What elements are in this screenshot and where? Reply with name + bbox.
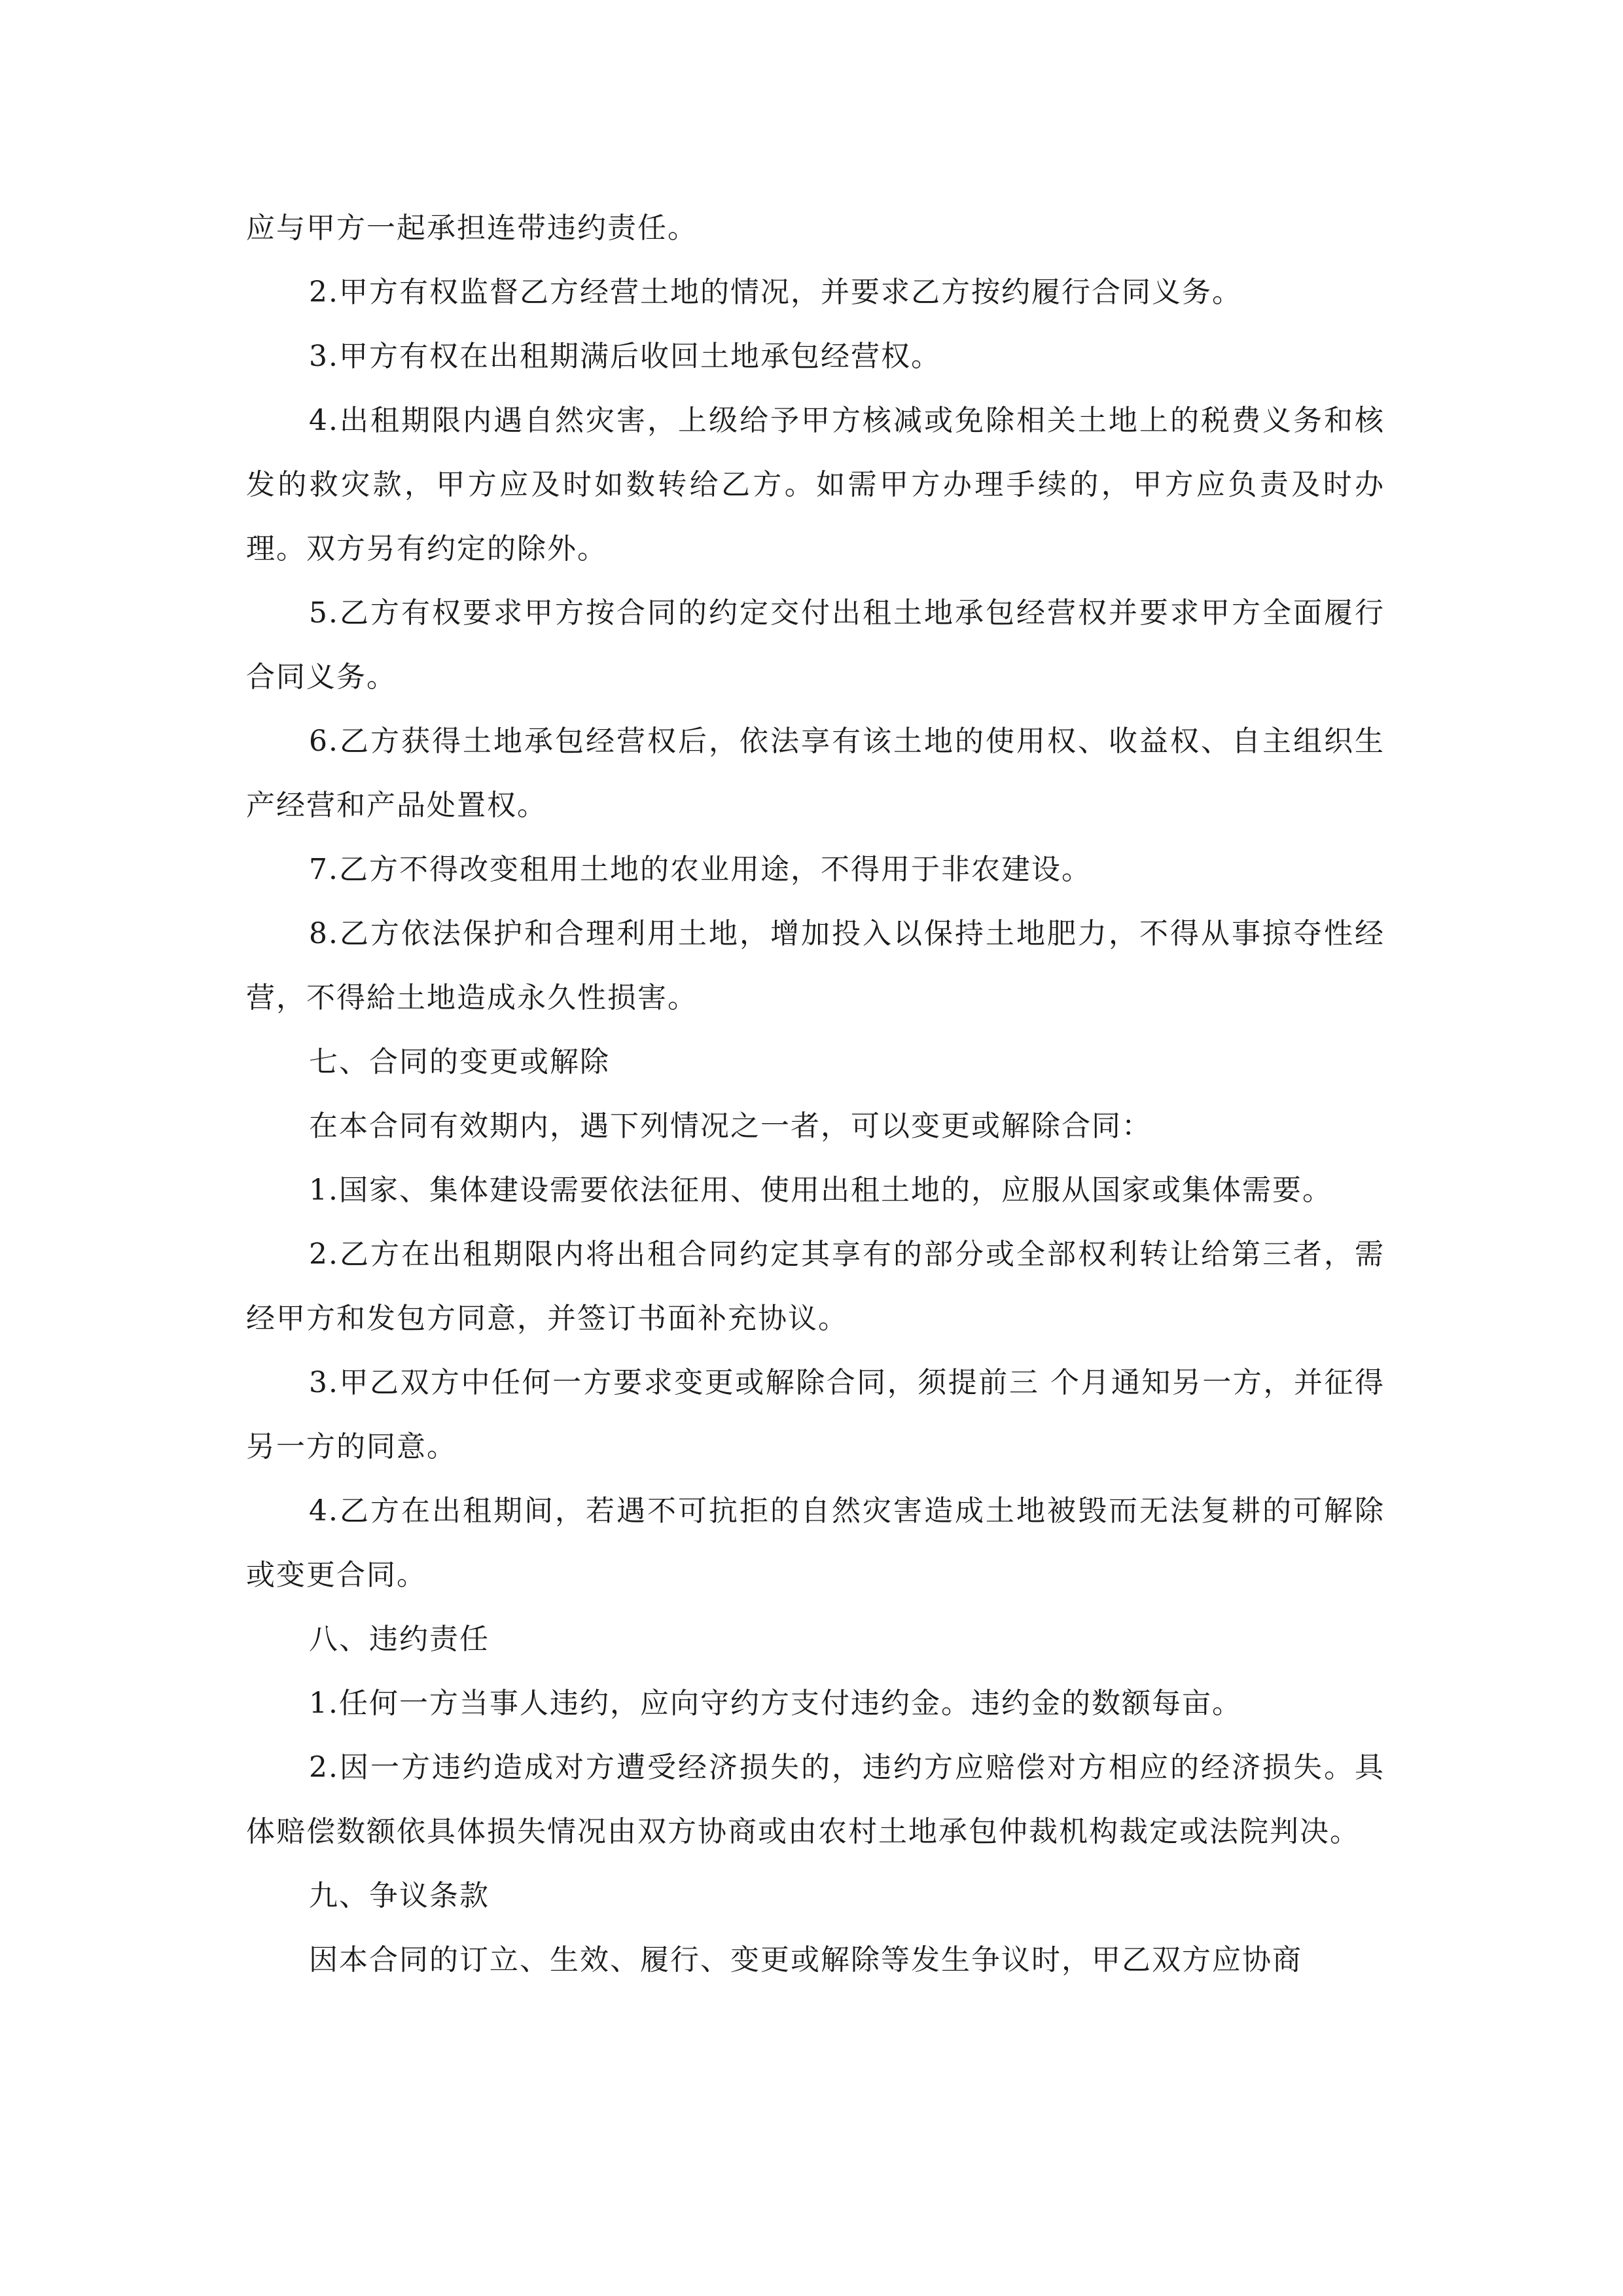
paragraph-change-clause-3: 3.甲乙双方中任何一方要求变更或解除合同，须提前三 个月通知另一方，并征得另一方的同意。 <box>246 1366 1385 1463</box>
paragraph-change-clause-1: 1.国家、集体建设需要依法征用、使用出租土地的，应服从国家或集体需要。 <box>309 1174 1332 1207</box>
paragraph-breach-clause-1: 1.任何一方当事人违约，应向守约方支付违约金。违约金的数额每亩。 <box>309 1687 1242 1720</box>
paragraph-breach-clause-2: 2.因一方违约造成对方遭受经济损失的，违约方应赔偿对方相应的经济损失。具体赔偿数额依具体损失情况由双方协商或由农村土地承包仲裁机构裁定或法院判决。 <box>246 1751 1385 1848</box>
paragraph-clause-6: 6.乙方获得土地承包经营权后，依法享有该土地的使用权、收益权、自主组织生产经营和产品处置权。 <box>246 725 1385 822</box>
paragraph-continuation: 应与甲方一起承担连带违约责任。 <box>246 211 698 245</box>
paragraph-clause-7: 7.乙方不得改变租用土地的农业用途，不得用于非农建设。 <box>309 853 1092 886</box>
paragraph-clause-8: 8.乙方依法保护和合理利用土地，增加投入以保持土地肥力，不得从事掠夺性经营，不得給土地造成永久性损害。 <box>246 917 1385 1014</box>
paragraph-change-intro: 在本合同有效期内，遇下列情况之一者，可以变更或解除合同： <box>309 1109 1152 1143</box>
section-heading-change-or-termination: 七、合同的变更或解除 <box>309 1045 610 1079</box>
paragraph-clause-4: 4.出租期限内遇自然灾害，上级给予甲方核减或免除相关土地上的税费义务和核发的救灾款，甲方应及时如数转给乙方。如需甲方办理手续的，甲方应负责及时办理。双方另有约定的除外。 <box>246 404 1385 565</box>
document-body <box>246 196 1385 1992</box>
paragraph-dispute: 因本合同的订立、生效、履行、变更或解除等发生争议时，甲乙双方应协商 <box>309 1943 1302 1977</box>
paragraph-change-clause-4: 4.乙方在出租期间，若遇不可抗拒的自然灾害造成土地被毁而无法复耕的可解除或变更合同。 <box>246 1494 1385 1592</box>
paragraph-clause-2: 2.甲方有权监督乙方经营土地的情况，并要求乙方按约履行合同义务。 <box>309 276 1242 309</box>
section-heading-dispute: 九、争议条款 <box>309 1879 490 1912</box>
paragraph-clause-3: 3.甲方有权在出租期满后收回土地承包经营权。 <box>309 340 941 373</box>
section-heading-breach-liability: 八、违约责任 <box>309 1623 490 1656</box>
paragraph-clause-5: 5.乙方有权要求甲方按合同的约定交付出租土地承包经营权并要求甲方全面履行合同义务。 <box>246 596 1385 694</box>
paragraph-change-clause-2: 2.乙方在出租期限内将出租合同约定其享有的部分或全部权利转让给第三者，需经甲方和发包方同意，并签订书面补充协议。 <box>246 1238 1385 1335</box>
